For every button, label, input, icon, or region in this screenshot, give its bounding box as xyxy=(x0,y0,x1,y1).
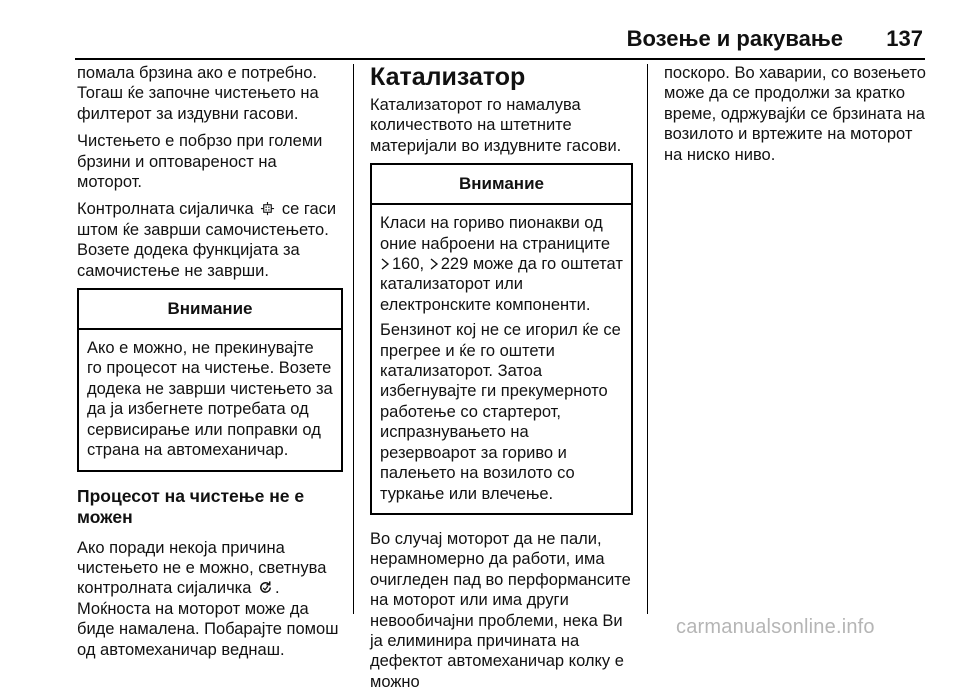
notice-box xyxy=(77,288,343,471)
column-1 xyxy=(77,63,343,667)
notice-text xyxy=(380,213,623,315)
notice-text: Бензинот кој не се игорил ќе се прегрее и ќе го оштети катализаторот. Затоа избегнувајте ги прекумерното работење со стартерот, испразнувањето на резервоарот за гориво и палењето на возилото со туркање или влечење. xyxy=(380,321,621,503)
paragraph-text: Ако поради некоја причина чистењето не е можно, светнува контролната сијаличка xyxy=(77,538,327,598)
page-header xyxy=(75,24,925,60)
notice-title: Внимание xyxy=(372,165,631,205)
paragraph-text: се гаси штом ќе заврши самочистењето. Возете додека функцијата за самочистење не заврши. xyxy=(77,200,337,280)
notice-text-part: 229 може да го оштетат катализаторот или електронските компоненти. xyxy=(380,255,623,314)
diesel-particle-filter-icon xyxy=(260,201,275,216)
watermark: carmanualsonline.info xyxy=(676,616,875,638)
page-reference: 160, xyxy=(392,255,425,274)
notice-text: Ако е можно, не прекинувајте го процесот на чистење. Возете додека не заврши чистењето за да ја избегнете потребата од сервисирање или поправки од страна на автомеханичар. xyxy=(87,339,333,460)
paragraph: Чистењето е побрзо при големи брзини и оптовареност на моторот. xyxy=(77,132,323,192)
column-2 xyxy=(370,63,633,699)
column-divider xyxy=(647,64,648,614)
paragraph-text: . xyxy=(275,579,280,598)
paragraph: поскоро. Во хаварии, со возењето може да се продолжи за кратко време, одржувајќи се брзината на возилото и вртежите на моторот на ниско ниво. xyxy=(664,64,926,164)
section-title: Возење и ракување xyxy=(626,26,843,51)
section-heading: Катализатор xyxy=(370,63,526,91)
subheading: Процесот на чистење не е можен xyxy=(77,485,305,527)
notice-box xyxy=(370,163,633,515)
paragraph-text: Контролната сијаличка xyxy=(77,200,254,219)
column-divider xyxy=(353,64,354,614)
paragraph: Катализаторот го намалува количеството на штетните материјали во издувните гасови. xyxy=(370,96,622,155)
paragraph: помала брзина ако е потребно. Тогаш ќе започне чистењето на филтерот за издувни гасови. xyxy=(77,64,319,123)
notice-title: Внимание xyxy=(79,290,341,330)
paragraph xyxy=(77,199,343,281)
column-3 xyxy=(664,63,934,172)
page-reference-arrow-icon xyxy=(429,258,439,270)
page-reference-arrow-icon xyxy=(380,258,390,270)
paragraph-text: Моќноста на моторот може да биде намалена. Побарајте помош од автомеханичар веднаш. xyxy=(77,599,339,659)
page-number: 137 xyxy=(886,26,923,51)
paragraph: Во случај моторот да не пали, нерамномерно да работи, има очигледен пад во перформансите на моторот или има други невообичајни проблеми, нека Ви ја елиминира причината на дефектот автомеханичар колку е можно xyxy=(370,529,631,691)
service-vehicle-soon-icon xyxy=(258,580,273,595)
notice-text-part: Класи на гориво пионакви од оние наброени на страниците xyxy=(380,214,611,253)
